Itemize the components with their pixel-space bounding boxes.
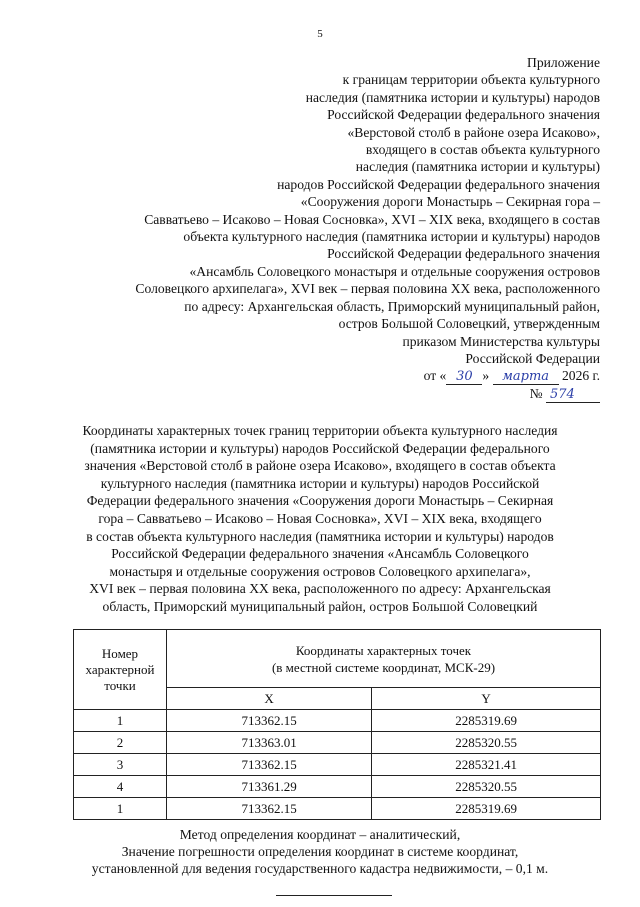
- x-coordinate-cell: 713362.15: [167, 798, 372, 820]
- table-row: [74, 776, 601, 798]
- y-coordinate-cell: 2285320.55: [372, 776, 601, 798]
- point-number-cell: 1: [74, 798, 167, 820]
- appendix-line: Приложение: [527, 55, 600, 70]
- order-date-line: [40, 367, 600, 385]
- heading-line: (памятника истории и культуры) народов Российской Федерации федерального: [90, 440, 550, 456]
- appendix-line: объекта культурного наследия (памятника истории и культуры) народов: [183, 229, 600, 245]
- table-header-row: [74, 630, 601, 688]
- heading-line: Федерации федерального значения «Сооружения дороги Монастырь – Секирная: [86, 493, 554, 509]
- appendix-line: по адресу: Архангельская область, Приморский муниципальный район,: [184, 298, 600, 314]
- heading-line: монастыря и отдельные сооружения островов Соловецкого архипелага»,: [109, 563, 531, 579]
- heading-line: XVI век – первая половина XX века, расположенного по адресу: Архангельская: [89, 581, 551, 597]
- coordinates-table: [73, 629, 601, 820]
- header-text: Номер: [101, 645, 139, 661]
- point-number-cell: 3: [74, 754, 167, 776]
- order-number-line: [40, 385, 600, 403]
- header-text: Координаты характерных точек: [295, 642, 472, 658]
- coordinates-header: [167, 630, 601, 688]
- handwritten-order-number: 574: [546, 388, 600, 403]
- number-prefix: №: [529, 386, 543, 402]
- appendix-line: входящего в состав объекта культурного: [365, 142, 600, 158]
- appendix-line: «Ансамбль Соловецкого монастыря и отдельные сооружения островов: [189, 263, 600, 279]
- heading-line: гора – Савватьево – Исаково – Новая Сосновка», XVI – XIX века, входящего: [98, 510, 542, 526]
- x-coordinate-cell: 713363.01: [167, 732, 372, 754]
- y-coordinate-cell: 2285319.69: [372, 710, 601, 732]
- handwritten-month: марта: [493, 370, 559, 385]
- appendix-block: [40, 54, 600, 403]
- heading-line: в состав объекта культурного наследия (памятника истории и культуры) народов: [86, 528, 554, 544]
- x-coordinate-cell: 713362.15: [167, 754, 372, 776]
- appendix-line: «Сооружения дороги Монастырь – Секирная гора –: [300, 194, 600, 210]
- appendix-line: «Верстовой столб в районе озера Исаково»,: [347, 124, 600, 140]
- point-number-cell: 2: [74, 732, 167, 754]
- footer-notes: [40, 826, 600, 878]
- point-number-cell: 1: [74, 710, 167, 732]
- point-number-header: [74, 630, 167, 710]
- appendix-line: к границам территории объекта культурного: [342, 72, 600, 88]
- heading-line: значения «Верстовой столб в районе озера Исаково», входящего в состав объекта: [84, 458, 556, 474]
- point-number-cell: 4: [74, 776, 167, 798]
- y-coordinate-cell: 2285320.55: [372, 732, 601, 754]
- header-text: точки: [104, 677, 136, 693]
- footer-line: Значение погрешности определения координат в системе координат,: [121, 844, 519, 860]
- appendix-line: Российской Федерации федерального значения: [327, 107, 600, 123]
- document-heading: [40, 422, 600, 616]
- footer-line: Метод определения координат – аналитический,: [179, 827, 461, 842]
- handwritten-day: 30: [446, 370, 482, 385]
- appendix-line: Савватьево – Исаково – Новая Сосновка», XVI – XIX века, входящего в состав: [144, 211, 600, 227]
- end-divider: [276, 895, 392, 896]
- table-row: [74, 732, 601, 754]
- header-text: характерной: [85, 661, 155, 677]
- appendix-line: Соловецкого архипелага», XVI век – первая половина XX века, расположенного: [135, 281, 600, 297]
- y-column-header: Y: [372, 688, 601, 710]
- appendix-line: Российской Федерации: [465, 350, 600, 366]
- table-row: [74, 798, 601, 820]
- heading-line: Российской Федерации федерального значения «Ансамбль Соловецкого: [111, 546, 529, 562]
- table-row: [74, 710, 601, 732]
- date-prefix: от «: [423, 368, 447, 384]
- heading-line: Координаты характерных точек границ территории объекта культурного наследия: [82, 423, 558, 438]
- appendix-line: Российской Федерации федерального значения: [327, 246, 600, 262]
- appendix-line: приказом Министерства культуры: [402, 333, 600, 349]
- header-text: (в местной системе координат, МСК-29): [271, 659, 496, 675]
- appendix-line: наследия (памятника истории и культуры): [355, 159, 600, 175]
- footer-line: установленной для ведения государственного кадастра недвижимости, – 0,1 м.: [91, 861, 549, 877]
- appendix-line: народов Российской Федерации федерального значения: [277, 176, 600, 192]
- appendix-line: остров Большой Соловецкий, утвержденным: [338, 316, 600, 332]
- appendix-line: наследия (памятника истории и культуры) народов: [305, 89, 600, 105]
- x-coordinate-cell: 713361.29: [167, 776, 372, 798]
- heading-line: область, Приморский муниципальный район, остров Большой Соловецкий: [102, 598, 538, 614]
- x-column-header: X: [167, 688, 372, 710]
- table-row: [74, 754, 601, 776]
- y-coordinate-cell: 2285319.69: [372, 798, 601, 820]
- page-number: 5: [317, 28, 323, 40]
- y-coordinate-cell: 2285321.41: [372, 754, 601, 776]
- date-year: 2026 г.: [561, 368, 600, 384]
- date-mid: »: [482, 368, 490, 384]
- heading-line: культурного наследия (памятника истории и культуры) народов Российской: [100, 475, 540, 491]
- x-coordinate-cell: 713362.15: [167, 710, 372, 732]
